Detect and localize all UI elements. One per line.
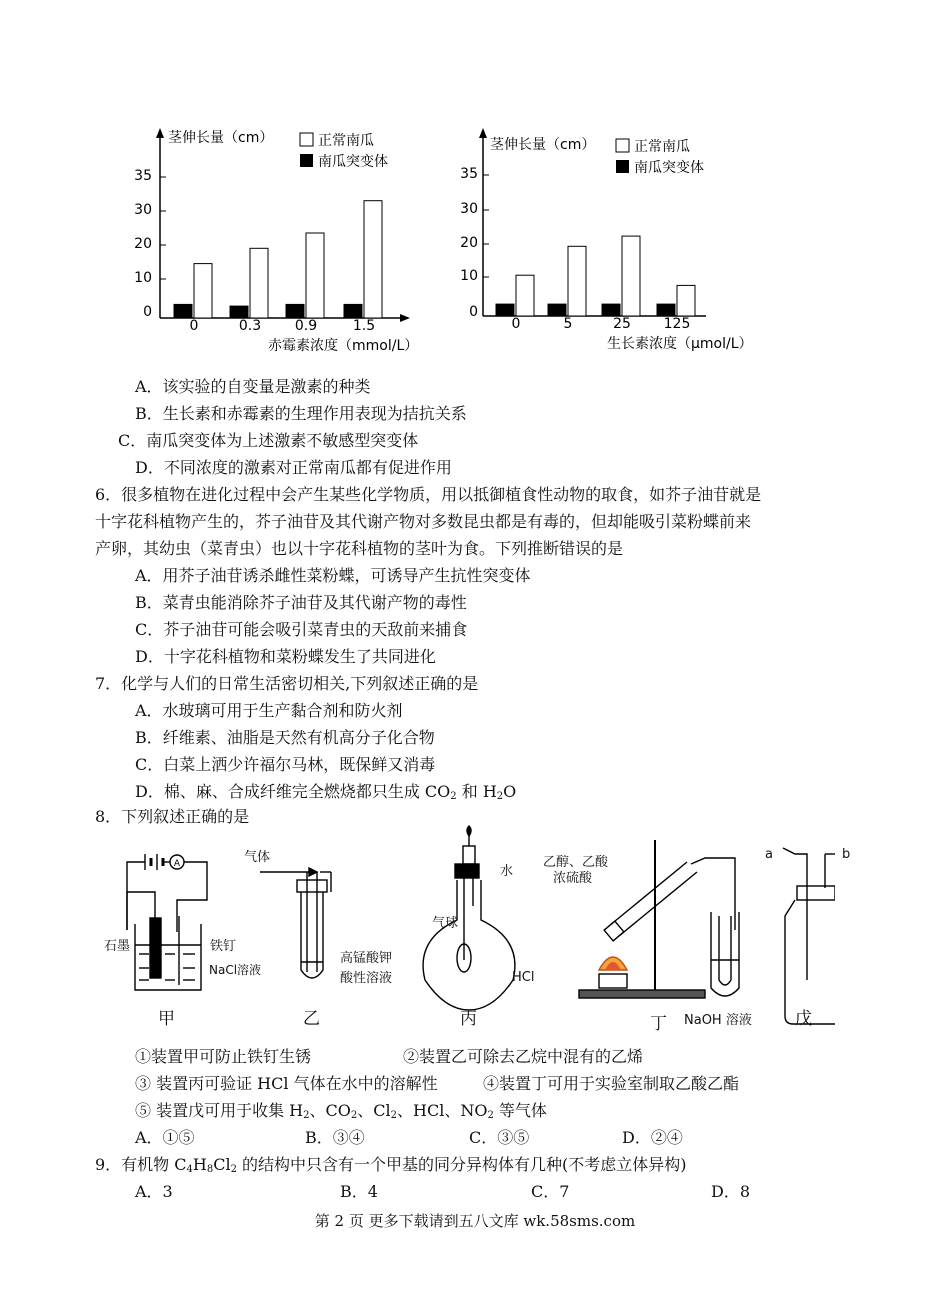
label-shui: 水: [500, 864, 514, 879]
q8-statement-1: ①装置甲可防止铁钉生锈: [135, 1047, 312, 1066]
charts-area: [0, 0, 950, 380]
q5-option-b: B．生长素和赤霉素的生理作用表现为拮抗关系: [135, 404, 467, 423]
bar-mutant: [174, 304, 192, 318]
y-tick-label: 35: [460, 166, 478, 182]
page-footer: 第 2 页 更多下载请到五八文库 wk.58sms.com: [314, 1212, 636, 1230]
bar-normal: [194, 264, 212, 318]
y-tick-label: 35: [134, 168, 152, 184]
bar-normal: [622, 236, 640, 316]
q7-option-c: C．白菜上洒少许福尔马林，既保鲜又消毒: [135, 755, 436, 774]
x-tick-label: 0.9: [294, 318, 318, 334]
x-tick-label: 0.3: [238, 318, 262, 334]
q9-option-a: A．3: [135, 1182, 173, 1201]
y-tick-label: 0: [469, 304, 478, 320]
y-axis-title: 茎伸长量（cm）: [490, 137, 596, 153]
legend-swatch-mutant: [616, 160, 629, 173]
q9-option-b: B．4: [340, 1182, 378, 1201]
apparatus-jia: [127, 854, 207, 990]
x-axis-arrow: [400, 314, 410, 322]
q6-option-d: D．十字花科植物和菜粉蝶发生了共同进化: [135, 647, 436, 666]
q8-statement-3: ③ 装置丙可验证 HCl 气体在水中的溶解性: [135, 1074, 438, 1093]
y-tick-label: 10: [460, 268, 478, 284]
bar-normal: [364, 201, 382, 318]
x-tick-label: 1.5: [352, 318, 376, 334]
label-yi: 乙: [303, 1009, 320, 1029]
q8-option-a: A．①⑤: [135, 1128, 195, 1147]
x-tick-label: 5: [563, 316, 573, 332]
y-tick-label: 20: [460, 235, 478, 251]
legend-label-mutant: 南瓜突变体: [318, 154, 388, 170]
bar-normal: [516, 275, 534, 316]
q5-option-a: A．该实验的自变量是激素的种类: [135, 377, 371, 396]
label-tieding: 铁钉: [210, 939, 237, 954]
label-yichun: 乙醇、乙酸: [543, 855, 609, 870]
label-gaomeng: 高锰酸钾: [340, 951, 393, 966]
q7-option-b: B．纤维素、油脂是天然有机高分子化合物: [135, 728, 435, 747]
q8-option-b: B．③④: [305, 1128, 365, 1147]
apparatus-figure: [95, 820, 835, 1030]
q7-stem: 7．化学与人们的日常生活密切相关,下列叙述正确的是: [95, 674, 479, 693]
label-nacl: NaCl溶液: [209, 963, 262, 977]
y-tick-label: 0: [143, 304, 152, 320]
bar-mutant: [602, 304, 620, 316]
x-tick-label: 0: [189, 318, 199, 334]
q7-option-d: D．棉、麻、合成纤维完全燃烧都只生成 $CO_2$ 和 $H_2O$: [135, 782, 517, 802]
x-tick-label: 0: [511, 316, 521, 332]
bar-mutant: [344, 304, 362, 318]
q8-statement-2: ②装置乙可除去乙烷中混有的乙烯: [403, 1047, 644, 1066]
bar-mutant: [657, 304, 675, 316]
q9-stem: 9．有机物 $C_4H_8Cl_2$ 的结构中只含有一个甲基的同分异构体有几种(不考虑立体异构): [95, 1155, 687, 1175]
q8-statement-4: ④装置丁可用于实验室制取乙酸乙酯: [483, 1074, 740, 1093]
q8-statement-5: ⑤ 装置戊可用于收集 $H_2$、$CO_2$、$Cl_2$、HCl、$NO_2$ 等气体: [135, 1101, 547, 1121]
bar-normal: [568, 246, 586, 316]
x-tick-label: 125: [663, 316, 691, 332]
q9-option-c: C．7: [531, 1182, 570, 1201]
x-axis-title: 生长素浓度（μmol/L）: [607, 336, 753, 352]
label-bing: 丙: [460, 1009, 477, 1029]
y-axis-title: 茎伸长量（cm）: [168, 130, 274, 146]
label-hcl: HCl: [512, 970, 535, 985]
label-a: a: [765, 847, 773, 862]
bar-normal: [306, 233, 324, 318]
apparatus-wu: [783, 848, 835, 1024]
label-suanxing: 酸性溶液: [340, 971, 393, 986]
bar-mutant: [286, 304, 304, 318]
bar-normal: [677, 285, 695, 316]
y-tick-label: 30: [134, 202, 152, 218]
q6-option-b: B．菜青虫能消除芥子油苷及其代谢产物的毒性: [135, 593, 467, 612]
label-qiqiu: 气球: [432, 916, 459, 931]
q8-option-d: D．②④: [622, 1128, 683, 1147]
label-b: b: [842, 847, 851, 862]
legend-swatch-normal: [616, 139, 629, 152]
chart-gibberellin: [134, 128, 418, 354]
bar-mutant: [548, 304, 566, 316]
q5-option-c: C．南瓜突变体为上述激素不敏感型突变体: [118, 431, 419, 450]
q6-option-c: C．芥子油苷可能会吸引菜青虫的天敌前来捕食: [135, 620, 468, 639]
legend-label-mutant: 南瓜突变体: [634, 160, 704, 176]
q8-stem: 8．下列叙述正确的是: [95, 807, 250, 826]
y-tick-label: 30: [460, 201, 478, 217]
q8-option-c: C．③⑤: [469, 1128, 530, 1147]
y-axis-arrow: [156, 128, 164, 138]
chart-auxin: [460, 128, 752, 352]
label-ding: 丁: [650, 1014, 667, 1034]
bar-normal: [250, 248, 268, 318]
label-jia: 甲: [158, 1009, 175, 1029]
q6-option-a: A．用芥子油苷诱杀雌性菜粉蝶，可诱导产生抗性突变体: [135, 566, 531, 585]
q6-stem-line: 产卵，其幼虫（菜青虫）也以十字花科植物的茎叶为食。下列推断错误的是: [95, 539, 624, 558]
legend-label-normal: 正常南瓜: [634, 139, 690, 155]
apparatus-yi: [260, 868, 331, 978]
legend-label-normal: 正常南瓜: [318, 133, 374, 149]
label-naoh: NaOH 溶液: [684, 1013, 752, 1028]
q9-option-d: D．8: [711, 1182, 751, 1201]
bar-mutant: [230, 306, 248, 318]
q6-stem-line: 6．很多植物在进化过程中会产生某些化学物质，用以抵御植食性动物的取食，如芥子油苷就是: [95, 485, 762, 504]
q5-option-d: D．不同浓度的激素对正常南瓜都有促进作用: [135, 458, 452, 477]
label-nongliu: 浓硫酸: [553, 871, 593, 886]
ammeter-label: A: [173, 859, 181, 869]
y-tick-label: 20: [134, 236, 152, 252]
label-qiti: 气体: [244, 850, 271, 865]
y-axis-arrow: [479, 128, 487, 138]
y-tick-label: 10: [134, 270, 152, 286]
legend-swatch-mutant: [300, 154, 313, 167]
x-tick-label: 25: [613, 316, 631, 332]
label-wu: 戊: [795, 1009, 812, 1029]
bar-mutant: [496, 304, 514, 316]
q7-option-a: A．水玻璃可用于生产黏合剂和防火剂: [135, 701, 403, 720]
x-axis-title: 赤霉素浓度（mmol/L）: [268, 338, 419, 354]
label-shimo: 石墨: [104, 939, 131, 954]
legend-swatch-normal: [300, 133, 313, 146]
q6-stem-line: 十字花科植物产生的，芥子油苷及其代谢产物对多数昆虫都是有毒的，但却能吸引菜粉蝶前来: [95, 512, 752, 531]
